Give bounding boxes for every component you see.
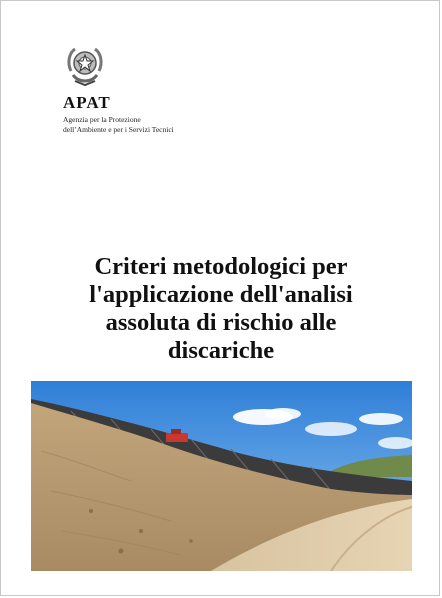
brand-name: APAT bbox=[63, 93, 111, 112]
agency-line-2: dell’Ambiente e per i Servizi Tecnici bbox=[63, 124, 174, 134]
landfill-slope-photo bbox=[31, 381, 412, 571]
agency-name bbox=[63, 115, 174, 134]
title-line-3: assoluta di rischio alle bbox=[105, 309, 337, 336]
agency-line-1: Agenzia per la Protezione bbox=[63, 115, 141, 124]
title-line-4: discariche bbox=[167, 337, 275, 364]
title-line-2: l'applicazione dell'analisi bbox=[89, 281, 353, 308]
document-title bbox=[31, 253, 411, 365]
italian-republic-emblem-icon bbox=[63, 41, 107, 89]
title-line-1: Criteri metodologici per bbox=[94, 253, 348, 280]
